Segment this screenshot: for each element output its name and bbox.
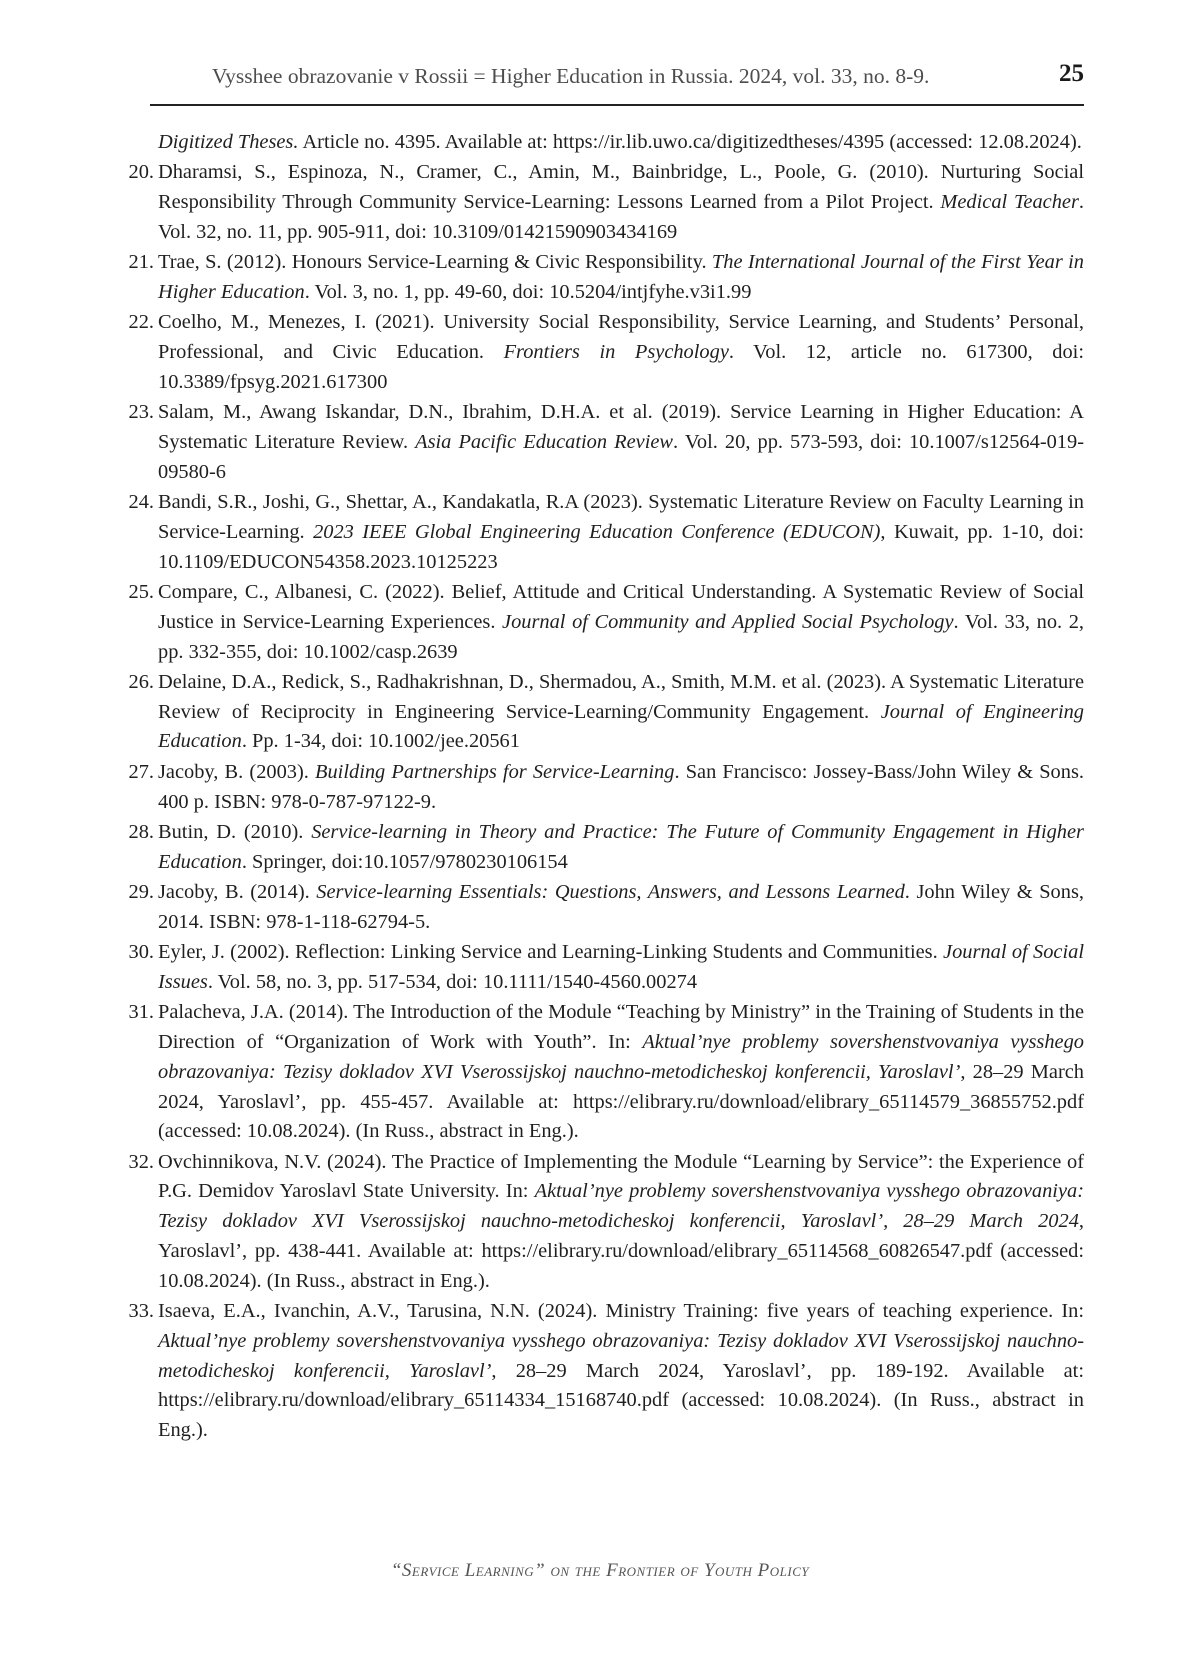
reference-text: . Vol. 58, no. 3, pp. 517-534, doi: 10.1111/1540-4560.00274 [207, 970, 698, 993]
reference-italic: Journal of Social Issues [158, 941, 1084, 993]
reference-item [118, 938, 1084, 998]
reference-italic: 2023 IEEE Global Engineering Education Conference (EDUCON) [313, 520, 881, 543]
reference-text: Dharamsi, S., Espinoza, N., Cramer, C., Amin, M., Bainbridge, L., Poole, G. (2010). Nurturing Social Responsibility Through Community Service-Learning: Lessons Learned from a Pilot Project. [158, 161, 1084, 214]
reference-number: 22 . [118, 308, 154, 338]
reference-italic: Asia Pacific Education Review [415, 430, 674, 453]
reference-text: Eyler, J. (2002). Reflection: Linking Service and Learning-Linking Students and Communities. [158, 941, 944, 964]
reference-text: Jacoby, B. (2014). [158, 880, 317, 903]
reference-italic: Aktual’nye problemy sovershenstvovaniya vysshego obrazovaniya: Tezisy dokladov XVI Vserossijskoj nauchno-metodicheskoj konferencii, Yaroslavl’, 28–29 March 2024 [158, 1180, 1084, 1233]
reference-italic: Aktual’nye problemy sovershenstvovaniya vysshego obrazovaniya: Tezisy dokladov XVI Vserossijskoj nauchno-metodicheskoj konferencii, Yaroslavl’ [158, 1030, 1084, 1083]
reference-number: 25 . [118, 578, 154, 608]
reference-text: Isaeva, E.A., Ivanchin, A.V., Tarusina, N.N. (2024). Ministry Training: five years of teaching experience. In: [158, 1300, 1084, 1323]
reference-italic: Service-learning in Theory and Practice: The Future of Community Engagement in Higher Education [158, 820, 1084, 873]
reference-item [118, 1297, 1084, 1446]
reference-item [118, 398, 1084, 487]
reference-text: Article no. 4395. Available at: https://ir.lib.uwo.ca/digitizedtheses/4395 (accessed: 12.08.2024). [298, 131, 1082, 153]
reference-number: 28 . [118, 818, 154, 848]
reference-text: , Kuwait, pp. 1-10, doi: 10.1109/EDUCON54358.2023.10125223 [158, 520, 1085, 573]
reference-item [118, 488, 1084, 577]
reference-italic: Digitized Theses. [158, 131, 299, 153]
reference-number: 29 . [118, 878, 154, 908]
reference-text: Jacoby, B. (2003). [158, 760, 316, 783]
reference-item [118, 308, 1084, 397]
reference-italic: Service-learning Essentials: Questions, Answers, and Lessons Learned [316, 880, 905, 903]
reference-text: . Vol. 3, no. 1, pp. 49-60, doi: 10.5204/intjfyhe.v3i1.99 [304, 280, 752, 303]
reference-number: 20 . [118, 158, 154, 188]
reference-number: 24 . [118, 488, 154, 518]
reference-text: . John Wiley & Sons, 2014. ISBN: 978-1-118-62794-5. [158, 880, 1084, 933]
reference-text: Palacheva, J.A. (2014). The Introduction of the Module “Teaching by Ministry” in the Training of Students in the Direction of “Organization of Work with Youth”. In: [158, 1001, 1084, 1053]
reference-number: 23 . [118, 398, 154, 428]
reference-text: Ovchinnikova, N.V. (2024). The Practice of Implementing the Module “Learning by Service”: the Experience of P.G. Demidov Yaroslavl State University. In: [158, 1150, 1084, 1203]
reference-list [118, 128, 1084, 1447]
reference-italic: The International Journal of the First Year in Higher Education [158, 251, 1084, 303]
reference-text: , Yaroslavl’, pp. 438-441. Available at: https://elibrary.ru/download/elibrary_65114568_60826547.pdf (accessed: 10.08.2024). (In Russ., abstract in Eng.). [158, 1210, 1084, 1292]
reference-text: Compare, C., Albanesi, C. (2022). Belief, Attitude and Critical Understanding. A Systematic Review of Social Justice in Service-Learning Experiences. [158, 580, 1084, 633]
footer-title: “Service Learning” on the Frontier of Youth Policy [390, 1560, 810, 1581]
reference-text: . Springer, doi:10.1057/9780230106154 [241, 850, 568, 873]
running-header [150, 60, 1084, 106]
reference-item [118, 668, 1084, 757]
reference-number: 32 . [118, 1148, 154, 1178]
reference-number: 31 . [118, 998, 154, 1028]
reference-italic: Medical Teacher [940, 191, 1079, 214]
reference-item [118, 818, 1084, 878]
reference-text: , 28–29 March 2024, Yaroslavl’, pp. 455-457. Available at: https://elibrary.ru/download/elibrary_65114579_36855752.pdf (accessed: 10.08.2024). (In Russ., abstract in Eng.). [158, 1060, 1084, 1143]
reference-text: . Pp. 1-34, doi: 10.1002/jee.20561 [241, 730, 520, 753]
reference-number: 30 . [118, 938, 154, 968]
reference-number: 21 . [118, 248, 154, 278]
reference-item [118, 1148, 1084, 1297]
reference-italic: Journal of Community and Applied Social Psychology [502, 610, 954, 633]
reference-item [118, 758, 1084, 818]
reference-text: . San Francisco: Jossey-Bass/John Wiley & Sons. 400 p. ISBN: 978-0-787-97122-9. [158, 760, 1084, 813]
reference-text: Delaine, D.A., Redick, S., Radhakrishnan, D., Shermadou, A., Smith, M.M. et al. (2023). A Systematic Literature Review of Reciprocity in Engineering Service-Learning/Community Engagement. [158, 670, 1084, 723]
reference-italic: Building Partnerships for Service-Learning [315, 760, 675, 783]
reference-italic: Aktual’nye problemy sovershenstvovaniya vysshego obrazovaniya: Tezisy dokladov XVI Vserossijskoj nauchno-metodicheskoj konferencii, Yaroslavl’ [158, 1329, 1084, 1382]
reference-continuation [118, 128, 1084, 158]
reference-text: . Vol. 12, article no. 617300, doi: 10.3389/fpsyg.2021.617300 [158, 341, 1084, 393]
reference-italic: Frontiers in Psychology [503, 341, 729, 364]
journal-title: Vysshee obrazovanie v Rossii = Higher Education in Russia. 2024, vol. 33, no. 8-9. [212, 64, 930, 88]
reference-text: Trae, S. (2012). Honours Service-Learning & Civic Responsibility. [158, 251, 712, 274]
reference-text: , 28–29 March 2024, Yaroslavl’, pp. 189-192. Available at: https://elibrary.ru/download/elibrary_65114334_15168740.pdf (accessed: 10.08.2024). (In Russ., abstract in Eng.). [158, 1359, 1084, 1442]
reference-text: Butin, D. (2010). [158, 820, 312, 843]
reference-number: 27 . [118, 758, 154, 788]
reference-item [118, 248, 1084, 308]
reference-number: 26 . [118, 668, 154, 698]
reference-text: . Vol. 33, no. 2, pp. 332-355, doi: 10.1002/casp.2639 [158, 610, 1084, 663]
reference-item [118, 998, 1084, 1147]
reference-text: . Vol. 32, no. 11, pp. 905-911, doi: 10.3109/01421590903434169 [158, 191, 1085, 243]
reference-text: Salam, M., Awang Iskandar, D.N., Ibrahim, D.H.A. et al. (2019). Service Learning in Higher Education: A Systematic Literature Review. [158, 401, 1084, 453]
reference-text: Coelho, M., Menezes, I. (2021). University Social Responsibility, Service Learning, and Students’ Personal, Professional, and Civic Education. [158, 311, 1084, 364]
reference-number: 33 . [118, 1297, 154, 1327]
reference-item [118, 878, 1084, 938]
page-number: 25 [1059, 60, 1084, 87]
reference-text: Bandi, S.R., Joshi, G., Shettar, A., Kandakatla, R.A (2023). Systematic Literature Review on Faculty Learning in Service-Learning. [158, 491, 1084, 543]
running-footer [0, 1560, 1200, 1582]
reference-item [118, 158, 1084, 247]
reference-item [118, 578, 1084, 667]
reference-text: . Vol. 20, pp. 573-593, doi: 10.1007/s12564-019-09580-6 [158, 430, 1084, 483]
reference-italic: Journal of Engineering Education [158, 700, 1084, 753]
